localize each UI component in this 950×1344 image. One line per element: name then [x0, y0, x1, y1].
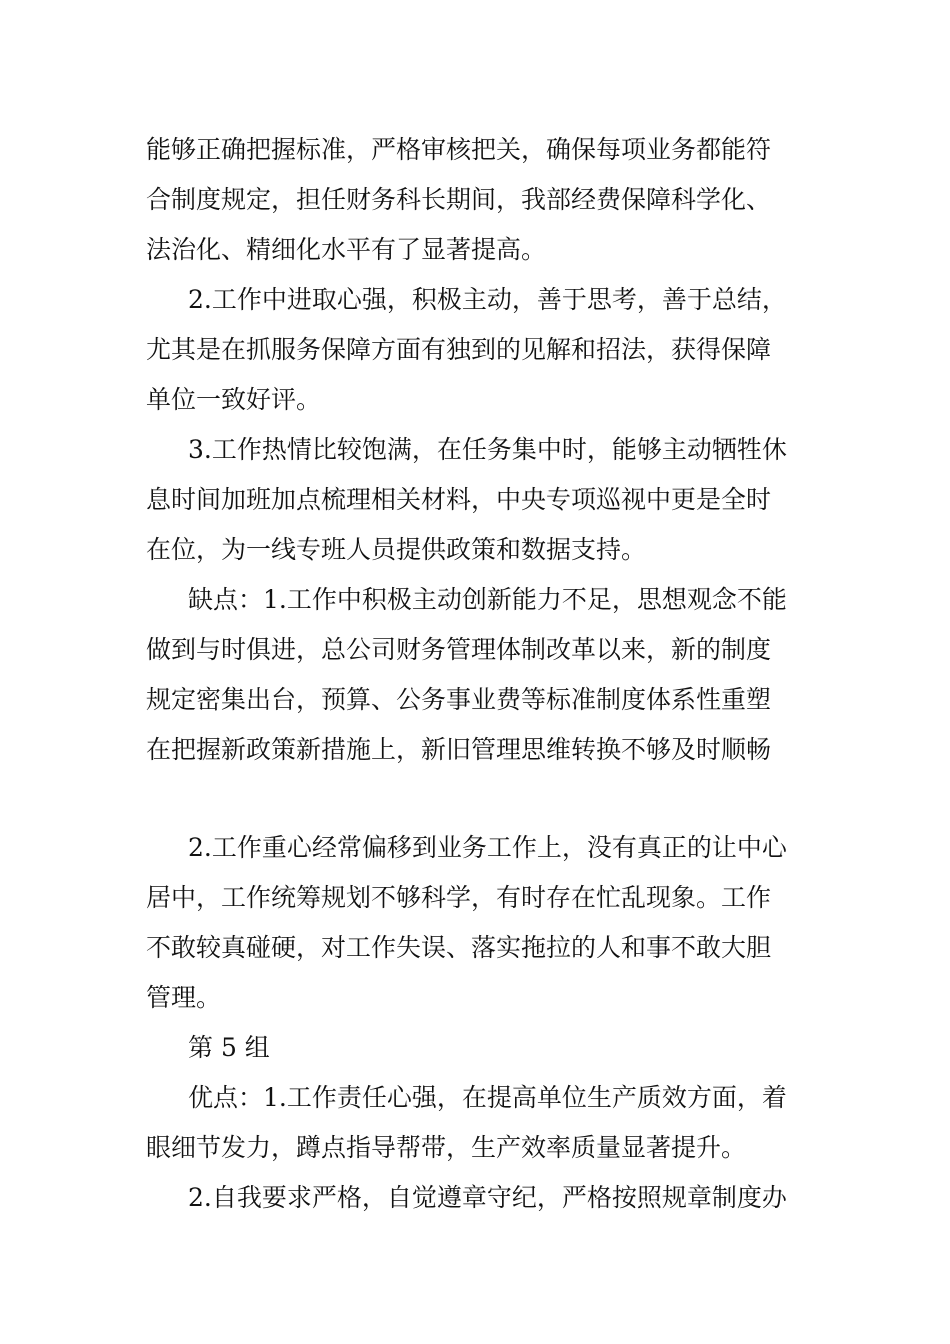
text-line: 不敢较真碰硬，对工作失误、落实拖拉的人和事不敢大胆: [146, 933, 772, 962]
text-line: 优点：1.工作责任心强，在提高单位生产质效方面，着: [188, 1083, 787, 1112]
section-heading: 第 5 组: [188, 1033, 270, 1062]
text-line: 做到与时俱进，总公司财务管理体制改革以来，新的制度: [146, 635, 772, 664]
text-line: 合制度规定，担任财务科长期间，我部经费保障科学化、: [146, 185, 772, 214]
text-line: 单位一致好评。: [146, 385, 322, 414]
text-line: 在位，为一线专班人员提供政策和数据支持。: [146, 535, 647, 564]
text-line: 在把握新政策新措施上，新旧管理思维转换不够及时顺畅: [146, 735, 772, 764]
text-line: 管理。: [146, 983, 222, 1012]
text-line: 规定密集出台，预算、公务事业费等标准制度体系性重塑: [146, 685, 772, 714]
text-line: 2.工作中进取心强，积极主动，善于思考，善于总结，: [188, 285, 787, 314]
text-line: 尤其是在抓服务保障方面有独到的见解和招法，获得保障: [146, 335, 772, 364]
text-line: 息时间加班加点梳理相关材料，中央专项巡视中更是全时: [146, 485, 772, 514]
text-line: 2.工作重心经常偏移到业务工作上，没有真正的让中心: [188, 833, 787, 862]
text-line: 3.工作热情比较饱满，在任务集中时，能够主动牺牲休: [188, 435, 787, 464]
text-line: 缺点：1.工作中积极主动创新能力不足，思想观念不能: [188, 585, 787, 614]
text-line: 法治化、精细化水平有了显著提高。: [146, 235, 547, 264]
text-line: 2.自我要求严格，自觉遵章守纪，严格按照规章制度办: [188, 1183, 787, 1212]
text-line: 眼细节发力，蹲点指导帮带，生产效率质量显著提升。: [146, 1133, 747, 1162]
text-line: 居中，工作统筹规划不够科学，有时存在忙乱现象。工作: [146, 883, 772, 912]
text-line: 能够正确把握标准，严格审核把关，确保每项业务都能符: [146, 135, 772, 164]
